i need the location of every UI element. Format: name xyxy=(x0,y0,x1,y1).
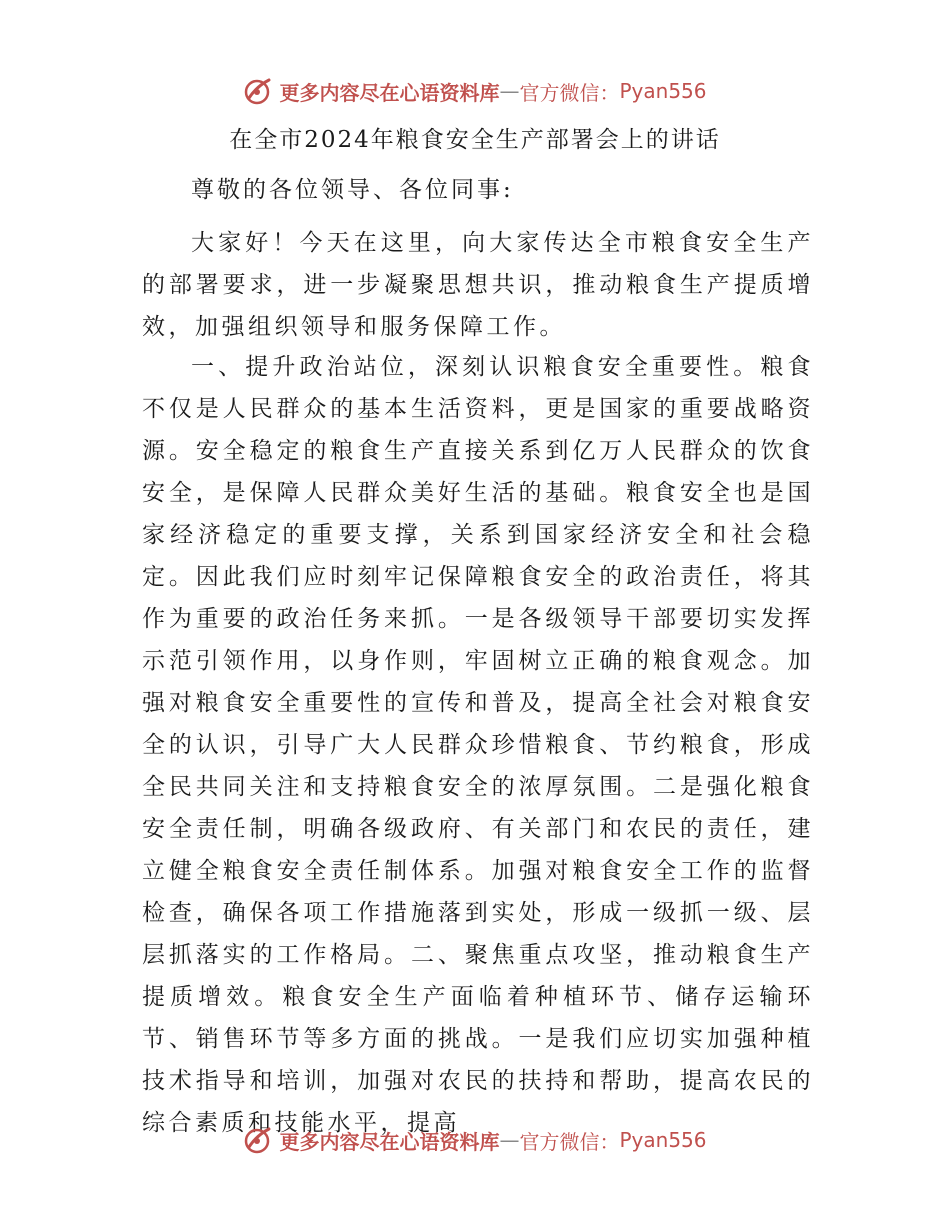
pen-swirl-logo xyxy=(243,1125,273,1155)
paragraph-intro: 大家好！今天在这里，向大家传达全市粮食安全生产的部署要求，进一步凝聚思想共识，推动粮食生产提质增效，加强组织领导和服务保障工作。 xyxy=(142,230,814,340)
pen-swirl-logo xyxy=(243,76,273,106)
banner-wechat-id: Pyan556 xyxy=(619,1128,707,1152)
header-banner xyxy=(0,71,950,111)
document-title: 在全市2024年粮食安全生产部署会上的讲话 xyxy=(229,127,721,153)
banner-separator: — xyxy=(499,79,520,103)
banner-label: 官方微信： xyxy=(519,80,620,105)
banner-wechat-id: Pyan556 xyxy=(619,79,707,103)
banner-text: 更多内容尽在心语资料库 xyxy=(279,1129,500,1154)
banner-text: 更多内容尽在心语资料库 xyxy=(279,80,500,105)
salutation: 尊敬的各位领导、各位同事: xyxy=(191,177,514,203)
footer-banner xyxy=(0,1120,950,1160)
paragraph-section-one: 一、提升政治站位，深刻认识粮食安全重要性。粮食不仅是人民群众的基本生活资料，更是国家的重要战略资源。安全稳定的粮食生产直接关系到亿万人民群众的饮食安全，是保障人民群众美好生活的基础。粮食安全也是国家经济稳定的重要支撑，关系到国家经济安全和社会稳定。因此我们应时刻牢记保障粮食安全的政治责任，将其作为重要的政治任务来抓。一是各级领导干部要切实发挥示范引领作用，以身作则，牢固树立正确的粮食观念。加强对粮食安全重要性的宣传和普及，提高全社会对粮食安全的认识，引导广大人民群众珍惜粮食、节约粮食，形成全民共同关注和支持粮食安全的浓厚氛围。二是强化粮食安全责任制，明确各级政府、有关部门和农民的责任，建立健全粮食安全责任制体系。加强对粮食安全工作的监督检查，确保各项工作措施落到实处，形成一级抓一级、层层抓落实的工作格局。二、聚焦重点攻坚，推动粮食生产提质增效。粮食安全生产面临着种植环节、储存运输环节、销售环节等多方面的挑战。一是我们应切实加强种植技术指导和培训，加强对农民的扶持和帮助，提高农民的综合素质和技能水平，提高 xyxy=(142,354,814,1136)
banner-separator: — xyxy=(499,1128,520,1152)
banner-label: 官方微信： xyxy=(519,1129,620,1154)
